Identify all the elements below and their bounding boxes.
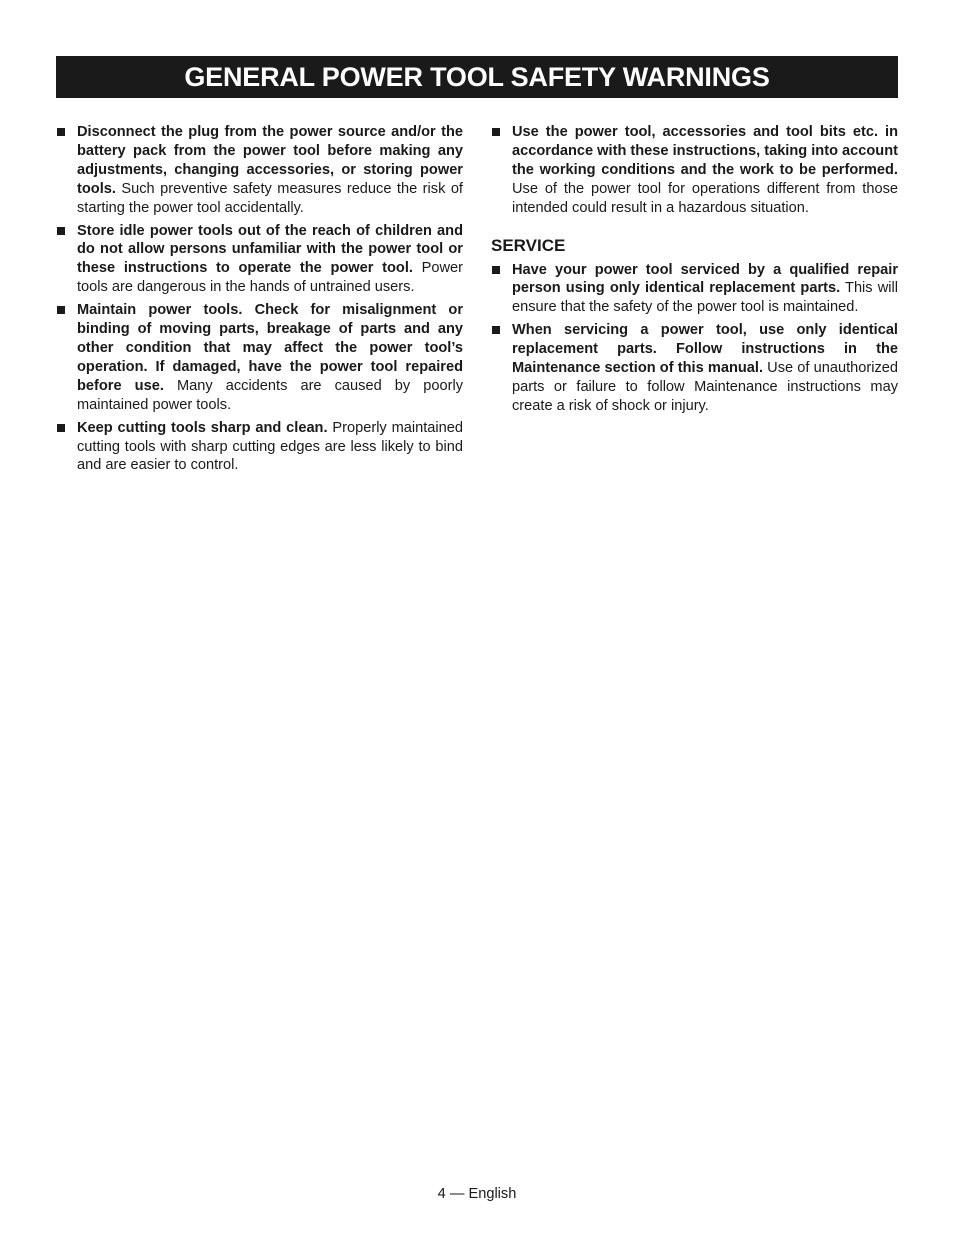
warning-bold-text: Use the power tool, accessories and tool bits etc. in accordance with these instructions, taking into account the working conditions and the work to be performed. <box>512 124 898 178</box>
list-item <box>491 321 898 416</box>
page-title: GENERAL POWER TOOL SAFETY WARNINGS <box>184 61 770 92</box>
square-bullet-icon <box>57 424 65 432</box>
page-footer: 4 — English <box>437 1186 517 1202</box>
warning-bold-text: When servicing a power tool, use only identical replacement parts. Follow instructions in the Maintenance section of this manual. <box>512 322 898 377</box>
right-warning-list <box>491 123 898 218</box>
list-item <box>56 419 463 476</box>
square-bullet-icon <box>492 128 500 136</box>
square-bullet-icon <box>492 326 500 334</box>
warning-bold-text: Maintain power tools. Check for misalignment or binding of moving parts, breakage of parts and any other condition that may affect the power tool’s operation. If damaged, have the power tool repaired before use. <box>77 302 463 394</box>
title-banner <box>56 56 898 98</box>
warning-bold-text: Have your power tool serviced by a qualified repair person using only identical replacement parts. <box>512 261 898 297</box>
right-column <box>491 123 898 420</box>
square-bullet-icon <box>57 128 65 136</box>
service-heading: SERVICE <box>491 235 566 255</box>
service-warning-list <box>491 261 898 416</box>
list-item <box>491 261 898 318</box>
square-bullet-icon <box>492 266 500 274</box>
warning-text: Such preventive safety measures reduce the risk of starting the power tool accidentally. <box>77 180 463 216</box>
list-item <box>56 301 463 414</box>
warning-text: Many accidents are caused by poorly maintained power tools. <box>77 377 464 413</box>
warning-text: Use of the power tool for operations different from those intended could result in a hazardous situation. <box>512 180 898 216</box>
warning-text: Use of unauthorized parts or failure to follow Maintenance instructions may create a risk of shock or injury. <box>512 360 899 414</box>
warning-bold-text: Keep cutting tools sharp and clean. <box>77 419 328 436</box>
warning-bold-text: Disconnect the plug from the power source and/or the battery pack from the power tool before making any adjustments, changing accessories, or storing power tools. <box>77 124 463 197</box>
list-item <box>56 123 463 218</box>
list-item <box>491 123 898 218</box>
warning-text: This will ensure that the safety of the power tool is maintained. <box>512 280 898 316</box>
list-item <box>56 222 463 298</box>
square-bullet-icon <box>57 227 65 235</box>
warning-text: Properly maintained cutting tools with sharp cutting edges are less likely to bind and are easier to control. <box>77 419 463 474</box>
square-bullet-icon <box>57 306 65 314</box>
left-warning-list <box>56 123 463 475</box>
left-column <box>56 123 463 479</box>
warning-bold-text: Store idle power tools out of the reach of children and do not allow persons unfamiliar with the power tool or these instructions to operate the power tool. <box>77 222 463 277</box>
warning-text: Power tools are dangerous in the hands of untrained users. <box>77 260 464 296</box>
